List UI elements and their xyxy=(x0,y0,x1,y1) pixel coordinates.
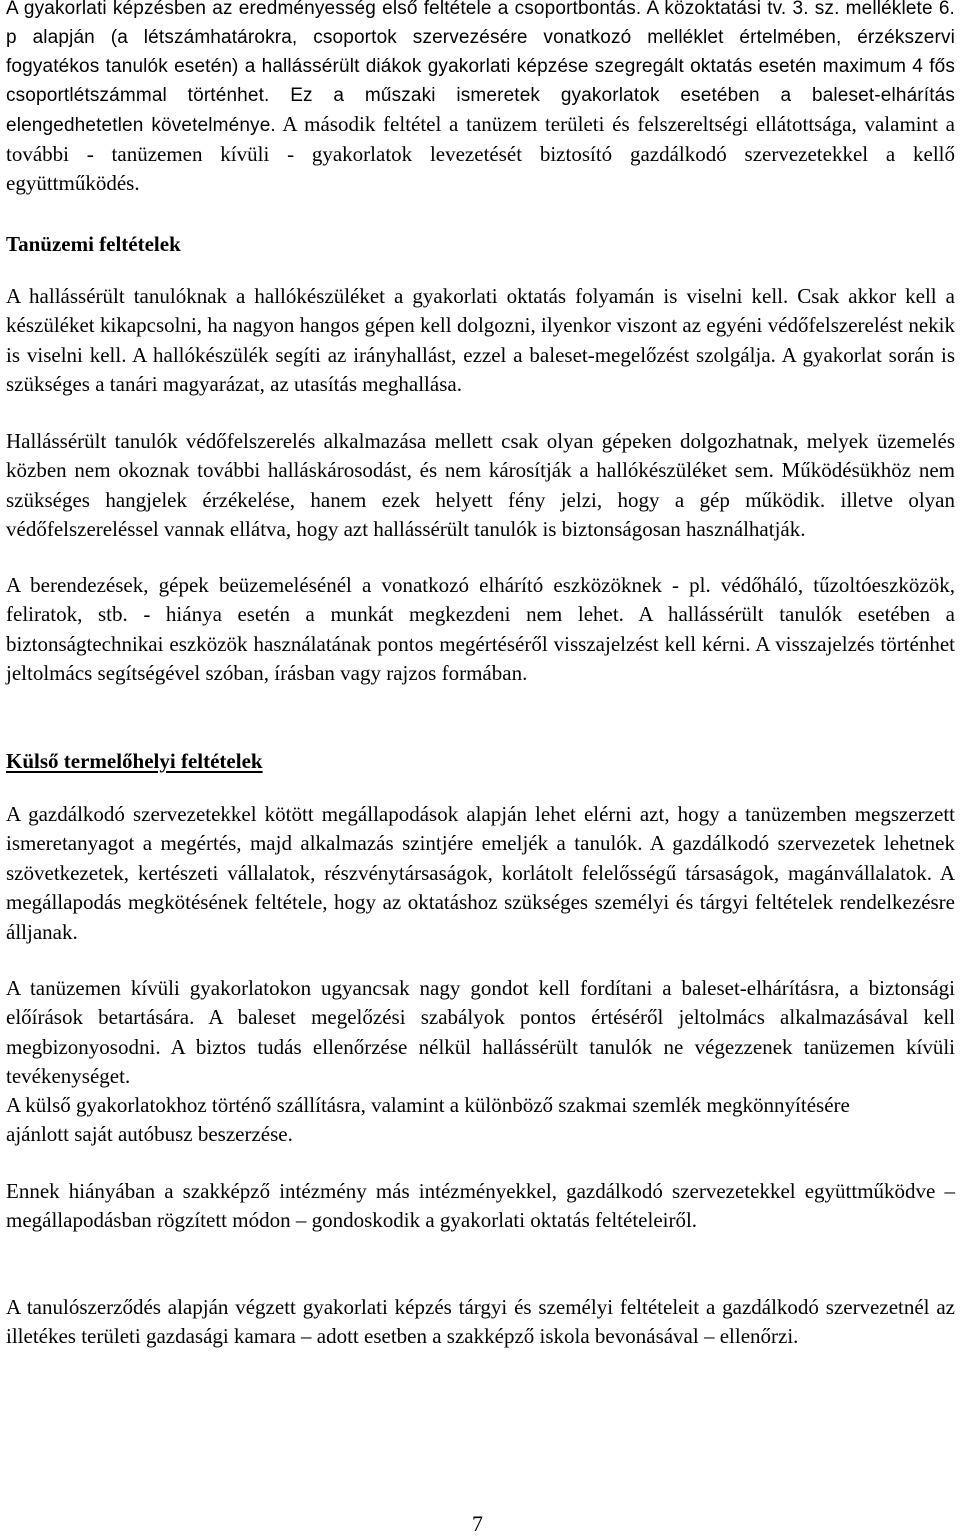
paragraph-autobusz: A külső gyakorlatokhoz történő szállításra, valamint a különböző szakmai szemlék megkönnyítésére ajánlott saját autóbusz beszerzése. xyxy=(6,1093,850,1147)
intro-text-part2: A második feltétel a tanüzem területi és felszereltségi ellátottsága, valamint a további - tanüzemen kívüli - gyakorlatok levezetését biztosító gazdálkodó szervezetekkel a kellő együttműködés. xyxy=(6,112,955,196)
paragraph-hallokeszulek: A hallássérült tanulóknak a hallókészüléket a gyakorlati oktatás folyamán is viselni kell. Csak akkor kell a készüléket kikapcsolni, ha nagyon hangos gépen kell dolgozni, ilyenkor viszont az egyéni védőfelszerelést nekik is viselni kell. A hallókészülék segíti az irányhallást, ezzel a baleset-megelőzést szolgálja. A gyakorlat során is szükséges a tanári magyarázat, az utasítás meghallása. xyxy=(6,284,955,397)
intro-text-part1: A gyakorlati képzésben az eredményesség első feltétele a csoportbontás. A közoktatási tv. 3. sz. melléklete 6. p alapján (a létszámhatárokra, csoportok szervezésére vonatkozó melléklet értelmében, érzékszervi fogyatékos tanulók esetén) a hallássérült diákok gyakorlati képzése szegregált oktatás esetén maximum 4 fős csoportlétszámmal történhet. Ez a műszaki ismeretek gyakorlatok esetében a baleset-elhárítás elengedhetetlen követelménye. xyxy=(6,0,955,136)
page-number: 7 xyxy=(472,1511,483,1536)
paragraph-berendezesek: A berendezések, gépek beüzemelésénél a vonatkozó elhárító eszközöknek - pl. védőháló, tűzoltóeszközök, feliratok, stb. - hiánya esetén a munkát megkezdeni nem lehet. A hallássérült tanulók esetében a biztonságtechnikai eszközök használatának pontos megértéséről visszajelzést kell kérni. A visszajelzés történhet jeltolmács segítségével szóban, írásban vagy rajzos formában. xyxy=(6,573,955,686)
paragraph-vedofelszereles: Hallássérült tanulók védőfelszerelés alkalmazása mellett csak olyan gépeken dolgozhatnak, melyek üzemelés közben nem okoznak további halláskárosodást, és nem károsítják a hallókészüléket sem. Működésükhöz nem szükséges hangjelek érzékelése, hanem ezek helyett fény jelzi, hogy a gép működik. illetve olyan védőfelszereléssel vannak ellátva, hogy azt hallássérült tanulók is biztonságosan használhatják. xyxy=(6,429,955,542)
paragraph-megallapodasok: A gazdálkodó szervezetekkel kötött megállapodások alapján lehet elérni azt, hogy a tanüzemben megszerzett ismeretanyagot a megértés, majd alkalmazás szintjére emeljék a tanulók. A gazdálkodó szervezetek lehetnek szövetkezetek, kertészeti vállalatok, részvénytársaságok, korlátolt felelősségű társaságok, magánvállalatok. A megállapodás megkötésének feltétele, hogy az oktatáshoz szükséges személyi és tárgyi feltételek rendelkezésre álljanak. xyxy=(6,802,955,944)
paragraph-tanuloszerzodes: A tanulószerződés alapján végzett gyakorlati képzés tárgyi és személyi feltételeit a gazdálkodó szervezetnél az illetékes területi gazdasági kamara – adott esetben a szakképző iskola bevonásával – ellenőrzi. xyxy=(6,1295,955,1349)
paragraph-egyuttmukodes: Ennek hiányában a szakképző intézmény más intézményekkel, gazdálkodó szervezetekkel együttműködve – megállapodásban rögzített módon – gondoskodik a gyakorlati oktatás feltételeiről. xyxy=(6,1179,955,1233)
section-heading-kulso: Külső termelőhelyi feltételek xyxy=(6,749,263,773)
section-heading-tanuzemi: Tanüzemi feltételek xyxy=(6,232,181,256)
paragraph-baleset-elharitas: A tanüzemen kívüli gyakorlatokon ugyancsak nagy gondot kell fordítani a baleset-elhárításra, a biztonsági előírások betartására. A baleset megelőzési szabályok pontos értéséről jeltolmács alkalmazásával kell megbizonyosodni. A biztos tudás ellenőrzése nélkül hallássérült tanulók ne végezzenek tanüzemen kívüli tevékenységet. xyxy=(6,976,955,1089)
intro-paragraph xyxy=(6,0,955,199)
